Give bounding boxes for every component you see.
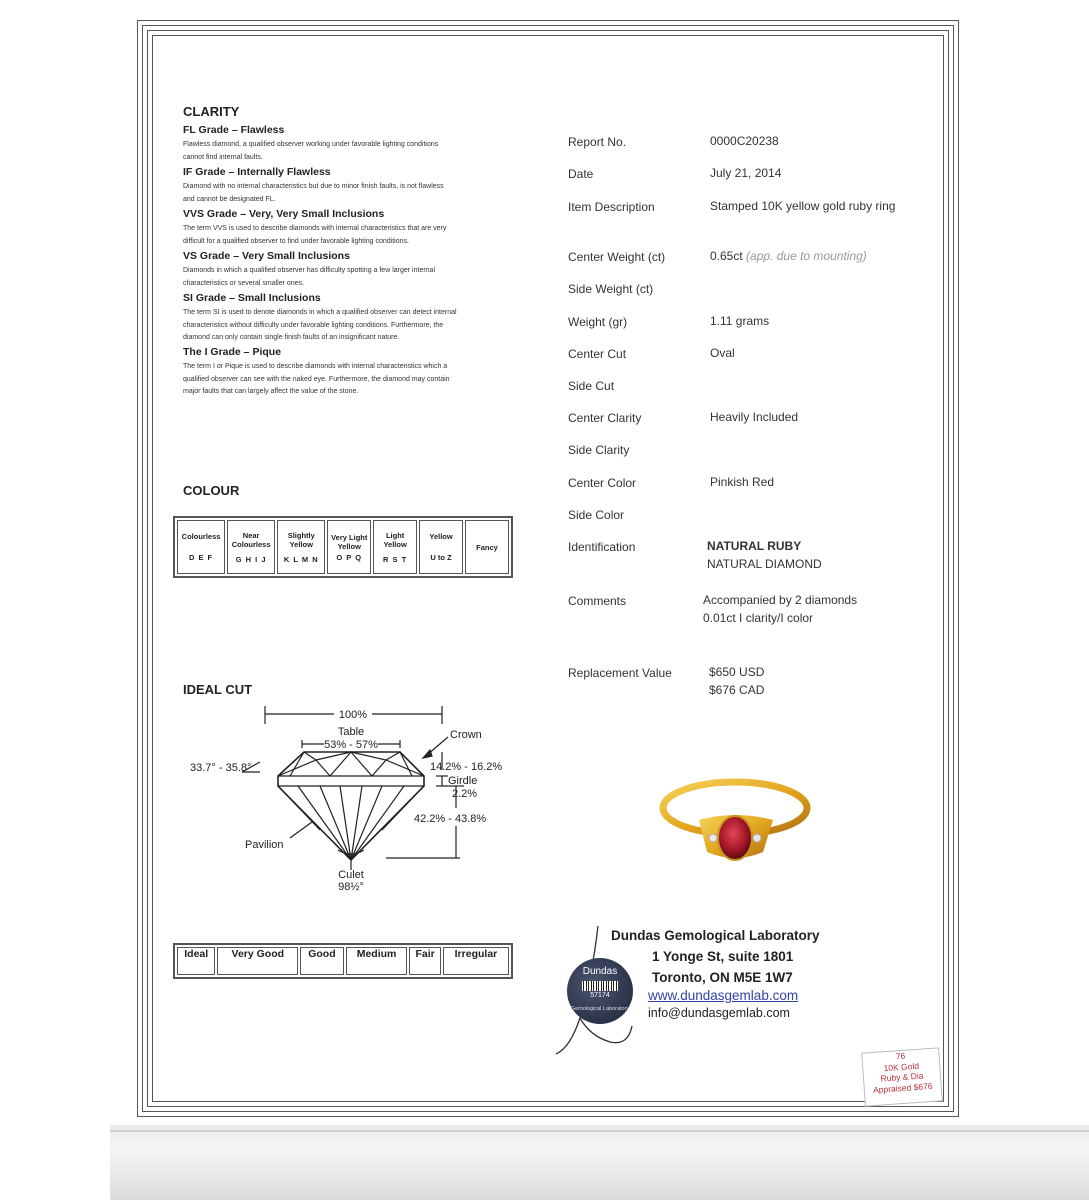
report-value: Oval xyxy=(710,346,735,360)
report-label: Center Color xyxy=(568,476,637,490)
seal-ring-text: Gemological Laboratory xyxy=(570,1006,630,1012)
report-value: Pinkish Red xyxy=(710,475,775,489)
report-value: 0000C20238 xyxy=(710,134,779,148)
pavilion-label: Pavilion xyxy=(245,839,284,851)
crown-angle-label: 33.7° - 35.8° xyxy=(190,762,252,774)
report-label: Center Cut xyxy=(568,347,627,361)
report-label: Center Weight (ct) xyxy=(568,250,666,264)
colour-cell: Fancy xyxy=(465,520,509,574)
left-margin xyxy=(0,0,110,1200)
lab-website-link[interactable]: www.dundasgemlab.com xyxy=(648,988,799,1003)
colour-title: COLOUR xyxy=(183,483,240,498)
pavilion-depth-label: 42.2% - 43.8% xyxy=(414,813,487,825)
seal-brand: Dundas xyxy=(582,966,618,977)
lab-address-line2: Toronto, ON M5E 1W7 xyxy=(652,970,793,985)
grade-vs-text: Diamonds in which a qualified observer has difficulty spotting a few larger internal characteristics or several smaller ones. xyxy=(183,267,436,287)
lab-name: Dundas Gemological Laboratory xyxy=(611,928,820,943)
report-label: Side Clarity xyxy=(568,443,630,457)
girdle-label: Girdle xyxy=(448,775,478,787)
cut-grade-cell: Fair xyxy=(409,947,440,975)
colour-scale-table xyxy=(173,516,513,578)
cut-grade-cell: Irregular xyxy=(443,947,509,975)
colour-cell: Very Light Yellow O P Q xyxy=(327,520,371,574)
report-label: Date xyxy=(568,167,594,181)
report-value: 0.65ct (app. due to mounting) xyxy=(710,249,867,263)
seal-number: 57174 xyxy=(590,992,610,999)
colour-cell: Yellow U to Z xyxy=(419,520,463,574)
culet-angle-label: 98½° xyxy=(338,881,364,893)
colour-cell: Colourless D E F xyxy=(177,520,225,574)
cut-grade-cell: Ideal xyxy=(177,947,215,975)
grade-if-title: IF Grade – Internally Flawless xyxy=(183,166,331,178)
grade-vvs-text: The term VVS is used to describe diamonds with internal characteristics that are very difficult for a qualified observer to find under favorable lighting conditions. xyxy=(183,225,447,245)
grade-si-title: SI Grade – Small Inclusions xyxy=(183,292,321,304)
report-label: Report No. xyxy=(568,135,627,149)
grade-fl-title: FL Grade – Flawless xyxy=(183,124,285,136)
report-label: Side Cut xyxy=(568,379,615,393)
report-label: Side Color xyxy=(568,508,625,522)
identification-label: Identification xyxy=(568,540,636,554)
lab-seal xyxy=(567,958,633,1024)
grade-fl-text: Flawless diamond, a qualified observer working under favorable lighting conditions cannot find internal faults. xyxy=(183,141,439,161)
colour-cell: Light Yellow R S T xyxy=(373,520,417,574)
grade-i-title: The I Grade – Pique xyxy=(183,346,282,358)
grade-vs-title: VS Grade – Very Small Inclusions xyxy=(183,250,350,262)
clarity-title: CLARITY xyxy=(183,104,240,119)
report-value: Stamped 10K yellow gold ruby ring xyxy=(710,199,896,213)
width-label: 100% xyxy=(338,709,368,721)
report-label: Weight (gr) xyxy=(568,315,628,329)
colour-cell: Near Colourless G H I J xyxy=(227,520,275,574)
grade-i-text: The term I or Pique is used to describe diamonds with internal characteristics which a qualified observer can see with the naked eye. Furthermore, the diamond may contain major faults that can largely affect the value of the stone. xyxy=(183,363,450,395)
table-label: Table xyxy=(337,726,365,738)
barcode-icon xyxy=(582,981,618,991)
culet-label: Culet xyxy=(338,869,364,881)
report-value: July 21, 2014 xyxy=(710,166,782,180)
lab-address-line1: 1 Yonge St, suite 1801 xyxy=(652,949,794,964)
crown-height-label: 14.2% - 16.2% xyxy=(430,761,503,773)
report-label: Center Clarity xyxy=(568,411,642,425)
cut-grade-cell: Good xyxy=(300,947,344,975)
ideal-cut-title: IDEAL CUT xyxy=(183,682,253,697)
cut-grade-table xyxy=(173,943,513,979)
identification-value: NATURAL RUBY NATURAL DIAMOND xyxy=(707,539,822,571)
report-value: 1.11 grams xyxy=(710,314,770,328)
cut-grade-cell: Medium xyxy=(346,947,408,975)
ring-photo xyxy=(655,760,815,880)
report-value: Heavily Included xyxy=(710,410,799,424)
crown-label: Crown xyxy=(450,729,482,741)
comments-label: Comments xyxy=(568,594,627,608)
report-label: Side Weight (ct) xyxy=(568,282,654,296)
colour-cell: Slightly Yellow K L M N xyxy=(277,520,325,574)
price-sticker: 76 10K Gold Ruby & Dia Appraised $676 xyxy=(861,1047,943,1106)
sleeve-line xyxy=(110,1130,1089,1132)
comments-value: Accompanied by 2 diamonds 0.01ct I clarity/I color xyxy=(703,593,858,625)
girdle-value-label: 2.2% xyxy=(452,788,478,800)
lab-email: info@dundasgemlab.com xyxy=(648,1006,790,1020)
replacement-value: $650 USD $676 CAD xyxy=(709,665,765,697)
table-range-label: 53% - 57% xyxy=(324,739,378,751)
replacement-label: Replacement Value xyxy=(568,666,672,680)
report-label: Item Description xyxy=(568,200,655,214)
grade-si-text: The term SI is used to denote diamonds in which a qualified observer can detect internal characteristics without difficulty under favorable lighting conditions. Furthermore, the diamond can only contain single finish faults of an insignificant nature. xyxy=(183,309,457,341)
grade-vvs-title: VVS Grade – Very, Very Small Inclusions xyxy=(183,208,385,220)
plastic-sleeve-edge xyxy=(110,1125,1089,1200)
diamond-proportion-diagram xyxy=(180,700,520,900)
cut-grade-cell: Very Good xyxy=(217,947,298,975)
grade-if-text: Diamond with no internal characteristics but due to minor finish faults, is not flawless and cannot be designated FL. xyxy=(183,183,444,203)
